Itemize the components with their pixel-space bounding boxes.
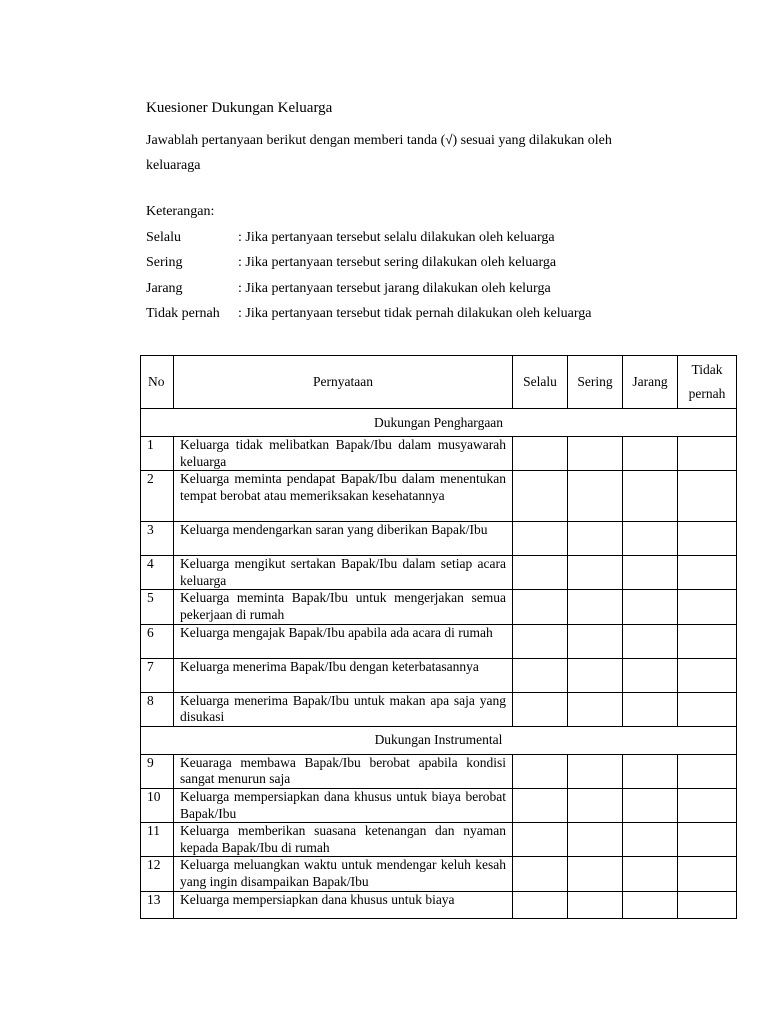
answer-cell-tidak-pernah[interactable] [678,823,737,857]
legend-list [146,227,592,328]
answer-cell-jarang[interactable] [623,437,678,471]
legend-item [146,278,592,303]
table-row [141,857,737,891]
legend-desc: : Jika pertanyaan tersebut sering dilakukan oleh keluarga [238,255,557,271]
answer-cell-tidak-pernah[interactable] [678,590,737,624]
checkmark-symbol: √ [445,132,453,147]
row-number: 3 [141,522,174,556]
statement-text: Keluarga tidak melibatkan Bapak/Ibu dalam musyawarah keluarga [174,437,513,471]
answer-cell-tidak-pernah[interactable] [678,891,737,918]
instruction-after: ) sesuai yang dilakukan oleh keluaraga [146,133,612,173]
row-number: 11 [141,823,174,857]
answer-cell-tidak-pernah[interactable] [678,471,737,522]
header-statement: Pernyataan [174,356,513,409]
answer-cell-sering[interactable] [568,658,623,692]
answer-cell-selalu[interactable] [513,857,568,891]
statement-text: Keluarga mengajak Bapak/Ibu apabila ada acara di rumah [174,624,513,658]
answer-cell-selalu[interactable] [513,471,568,522]
row-number: 1 [141,437,174,471]
header-no: No [141,356,174,409]
section-row [141,409,737,437]
legend-term: Selalu [146,230,181,245]
answer-cell-selalu[interactable] [513,522,568,556]
legend-desc: : Jika pertanyaan tersebut tidak pernah dilakukan oleh keluarga [238,305,592,321]
row-number: 10 [141,788,174,822]
answer-cell-sering[interactable] [568,823,623,857]
table-row [141,788,737,822]
statement-text: Keluarga meminta pendapat Bapak/Ibu dalam menentukan tempat berobat atau memeriksakan kesehatannya [174,471,513,522]
answer-cell-sering[interactable] [568,857,623,891]
table-row [141,658,737,692]
legend-item [146,252,592,277]
answer-cell-selalu[interactable] [513,624,568,658]
table-body [141,409,737,919]
legend-term: Jarang [146,280,183,296]
answer-cell-tidak-pernah[interactable] [678,754,737,788]
row-number: 9 [141,754,174,788]
answer-cell-jarang[interactable] [623,556,678,590]
statement-text: Keluarga mendengarkan saran yang diberikan Bapak/Ibu [174,522,513,556]
statement-text: Keluarga menerima Bapak/Ibu dengan keterbatasannya [174,658,513,692]
answer-cell-sering[interactable] [568,522,623,556]
row-number: 7 [141,658,174,692]
section-title: Dukungan Penghargaan [141,409,737,437]
statement-text: Keluarga mengikut sertakan Bapak/Ibu dalam setiap acara keluarga [174,556,513,590]
table-row [141,437,737,471]
header-pernah: pernah [688,386,726,401]
answer-cell-jarang[interactable] [623,692,678,726]
table-row [141,692,737,726]
answer-cell-jarang[interactable] [623,857,678,891]
answer-cell-tidak-pernah[interactable] [678,624,737,658]
row-number: 5 [141,590,174,624]
statement-text: Keluarga menerima Bapak/Ibu untuk makan apa saja yang disukasi [174,692,513,726]
answer-cell-selalu[interactable] [513,891,568,918]
statement-text: Keuaraga membawa Bapak/Ibu berobat apabila kondisi sangat menurun saja [174,754,513,788]
answer-cell-selalu[interactable] [513,658,568,692]
header-selalu: Selalu [513,356,568,409]
header-tidak-pernah [678,356,737,409]
statement-text: Keluarga meluangkan waktu untuk mendengar keluh kesah yang ingin disampaikan Bapak/Ibu [174,857,513,891]
legend-item [146,227,592,252]
statement-text: Keluarga memberikan suasana ketenangan dan nyaman kepada Bapak/Ibu di rumah [174,823,513,857]
table-row [141,823,737,857]
row-number: 4 [141,556,174,590]
statement-text: Keluarga meminta Bapak/Ibu untuk mengerjakan semua pekerjaan di rumah [174,590,513,624]
answer-cell-jarang[interactable] [623,658,678,692]
header-jarang: Jarang [623,356,678,409]
table-row [141,556,737,590]
answer-cell-jarang[interactable] [623,891,678,918]
legend-term: Tidak pernah [146,305,220,321]
answer-cell-tidak-pernah[interactable] [678,857,737,891]
legend-item [146,303,592,328]
keterangan-label: Keterangan: [146,204,215,219]
row-number: 13 [141,891,174,918]
answer-cell-tidak-pernah[interactable] [678,692,737,726]
answer-cell-sering[interactable] [568,891,623,918]
document-title: Kuesioner Dukungan Keluarga [146,100,333,116]
legend-term: Sering [146,255,183,271]
statement-text: Keluarga mempersiapkan dana khusus untuk biaya [174,891,513,918]
legend-desc: : Jika pertanyaan tersebut selalu dilakukan oleh keluarga [238,230,555,245]
answer-cell-jarang[interactable] [623,754,678,788]
answer-cell-selalu[interactable] [513,590,568,624]
table-row [141,624,737,658]
row-number: 2 [141,471,174,522]
answer-cell-jarang[interactable] [623,624,678,658]
section-row [141,726,737,754]
answer-cell-selalu[interactable] [513,788,568,822]
table-row [141,590,737,624]
row-number: 6 [141,624,174,658]
answer-cell-sering[interactable] [568,471,623,522]
answer-cell-jarang[interactable] [623,590,678,624]
answer-cell-selalu[interactable] [513,437,568,471]
answer-cell-sering[interactable] [568,590,623,624]
answer-cell-tidak-pernah[interactable] [678,658,737,692]
answer-cell-jarang[interactable] [623,471,678,522]
instruction-before: Jawablah pertanyaan berikut dengan memberi tanda ( [146,133,446,148]
answer-cell-sering[interactable] [568,754,623,788]
row-number: 12 [141,857,174,891]
table-row [141,891,737,918]
table-row [141,754,737,788]
answer-cell-tidak-pernah[interactable] [678,437,737,471]
answer-cell-sering[interactable] [568,437,623,471]
legend-desc: : Jika pertanyaan tersebut jarang dilakukan oleh kelurga [238,280,551,296]
answer-cell-sering[interactable] [568,556,623,590]
questionnaire-table [140,355,737,919]
answer-cell-tidak-pernah[interactable] [678,522,737,556]
table-row [141,522,737,556]
header-tidak: Tidak [691,362,723,377]
section-title: Dukungan Instrumental [141,726,737,754]
header-sering: Sering [568,356,623,409]
answer-cell-sering[interactable] [568,692,623,726]
instruction-text [146,127,646,178]
row-number: 8 [141,692,174,726]
statement-text: Keluarga mempersiapkan dana khusus untuk biaya berobat Bapak/Ibu [174,788,513,822]
answer-cell-sering[interactable] [568,788,623,822]
header-row [141,356,737,409]
answer-cell-jarang[interactable] [623,823,678,857]
answer-cell-sering[interactable] [568,624,623,658]
answer-cell-selalu[interactable] [513,823,568,857]
answer-cell-selalu[interactable] [513,754,568,788]
table-row [141,471,737,522]
answer-cell-tidak-pernah[interactable] [678,556,737,590]
answer-cell-jarang[interactable] [623,522,678,556]
answer-cell-selalu[interactable] [513,556,568,590]
answer-cell-tidak-pernah[interactable] [678,788,737,822]
answer-cell-jarang[interactable] [623,788,678,822]
answer-cell-selalu[interactable] [513,692,568,726]
